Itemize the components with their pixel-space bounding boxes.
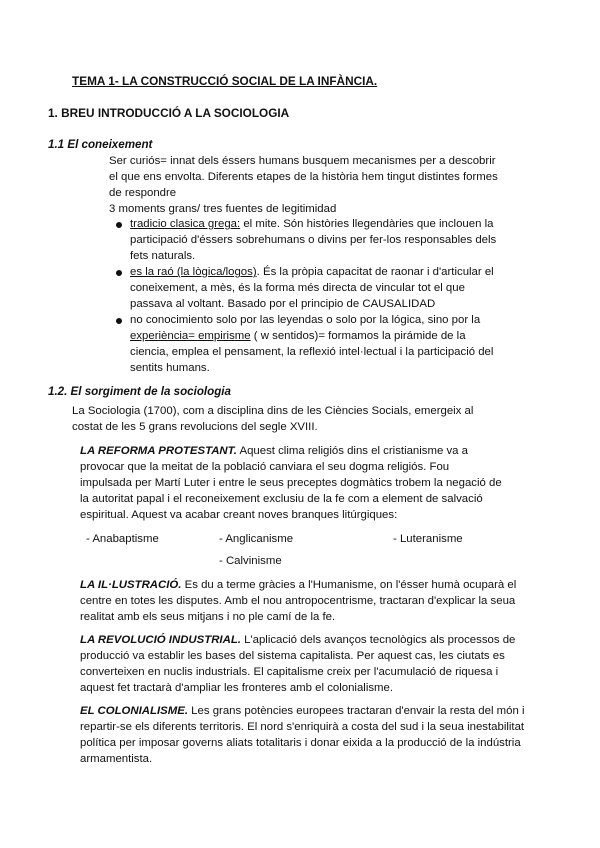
bullet-underlined-term: experiència= empirisme bbox=[130, 330, 251, 342]
industrial-line: producció va establir les bases del sistema capitalista. Per aquest cas, les ciutats es bbox=[80, 650, 505, 662]
colonialisme-line: armamentista. bbox=[80, 753, 153, 765]
branch-anglicanisme: - Anglicanisme bbox=[219, 533, 294, 545]
bullet-line: passava al voltant. Basado por el principio de CAUSALIDAD bbox=[130, 298, 436, 310]
colonialisme-lead: EL COLONIALISME. bbox=[80, 705, 189, 717]
branch-anabaptisme: - Anabaptisme bbox=[86, 533, 159, 545]
intro-line: La Sociologia (1700), com a disciplina dins de les Ciències Socials, emergeix al bbox=[72, 405, 474, 417]
bullet-line bbox=[130, 328, 466, 344]
colonialisme-line: política per imposar governs aliats totalitaris i donar eixida a la producció de la indústria bbox=[80, 737, 521, 749]
bullet-icon bbox=[116, 270, 122, 276]
industrial-lead: LA REVOLUCIÓ INDUSTRIAL. bbox=[80, 634, 241, 646]
bullet-line bbox=[130, 216, 493, 232]
bullet-icon bbox=[116, 222, 122, 228]
section-heading: 1. BREU INTRODUCCIÓ A LA SOCIOLOGIA bbox=[48, 106, 290, 120]
reforma-text: Aquest clima religiós dins el cristianisme va a bbox=[236, 445, 469, 457]
intro-line: 3 moments grans/ tres fuentes de legitimidad bbox=[109, 203, 337, 215]
bullet-underlined-term: es la raó (la lògica/logos) bbox=[130, 266, 257, 278]
reforma-line: espiritual. Aquest va acabar creant noves branques litúrgiques: bbox=[80, 509, 398, 521]
reforma-line bbox=[80, 443, 468, 459]
reforma-lead: LA REFORMA PROTESTANT. bbox=[80, 445, 237, 457]
subsection-heading-coneixement: 1.1 El coneixement bbox=[48, 138, 153, 151]
reforma-line: provocar que la meitat de la població canviara el seu dogma religiós. Fou bbox=[80, 461, 450, 473]
illustracio-lead: LA IL·LUSTRACIÓ. bbox=[80, 579, 182, 591]
bullet-icon bbox=[116, 318, 122, 324]
branch-luteranisme: - Luteranisme bbox=[393, 533, 463, 545]
bullet-underlined-term: tradicio clasica grega: bbox=[130, 218, 241, 230]
bullet-text: . És la pròpia capacitat de raonar i d'articular el bbox=[256, 266, 494, 278]
bullet-line: sentits humans. bbox=[130, 362, 210, 374]
branch-calvinisme: - Calvinisme bbox=[219, 555, 282, 567]
illustracio-text: Es du a terme gràcies a l'Humanisme, on l'ésser humà ocuparà el bbox=[181, 579, 517, 591]
intro-line: costat de les 5 grans revolucions del segle XVIII. bbox=[72, 421, 318, 433]
industrial-text: L'aplicació dels avanços tecnològics als processos de bbox=[240, 634, 516, 646]
bullet-line: ciencia, emplea el pensament, la reflexió intel·lectual i la participació del bbox=[130, 346, 494, 358]
intro-line: Ser curiós= innat dels éssers humans busquem mecanismes per a descobrir bbox=[109, 155, 496, 167]
colonialisme-line bbox=[80, 703, 525, 719]
illustracio-line bbox=[80, 577, 516, 593]
industrial-line bbox=[80, 632, 515, 648]
bullet-line: fets naturals. bbox=[130, 250, 196, 262]
industrial-line: converteixen en nuclis industrials. El capitalisme creix per l'acumulació de riquesa i bbox=[80, 666, 499, 678]
document-title: TEMA 1- LA CONSTRUCCIÓ SOCIAL DE LA INFÀNCIA. bbox=[72, 74, 378, 88]
bullet-line bbox=[130, 264, 494, 280]
bullet-line: no conocimiento solo por las leyendas o solo por la lógica, sino por la bbox=[130, 314, 481, 326]
illustracio-line: realitat amb els seus mitjans i no ple camí de la fe. bbox=[80, 611, 336, 623]
reforma-line: la autoritat papal i el reconeixement exclusiu de la fe com a element de salvació bbox=[80, 493, 483, 505]
industrial-line: aquest fet tractarà d'ampliar les fronteres amb el colonialisme. bbox=[80, 682, 394, 694]
colonialisme-line: repartir-se els diferents territoris. El nord s'enriquirà a costa del sud i la seua inestabilitat bbox=[80, 721, 525, 733]
colonialisme-text: Les grans potències europees tractaran d'envair la resta del món i bbox=[188, 705, 525, 717]
subsection-heading-sorgiment: 1.2. El sorgiment de la sociologia bbox=[48, 385, 231, 398]
reforma-line: impulsada per Martí Luter i entre le seus preceptes dogmàtics trobem la negació de bbox=[80, 477, 502, 489]
intro-line: de respondre bbox=[109, 187, 177, 199]
bullet-text: el mite. Són històries llegendàries que inclouen la bbox=[240, 218, 494, 230]
bullet-line: coneixement, a mès, és la forma més directa de vincular tot el que bbox=[130, 282, 465, 294]
intro-line: el que ens envolta. Diferents etapes de la història hem tingut distintes formes bbox=[109, 171, 498, 183]
bullet-text: ( w sentidos)= formamos la pirámide de la bbox=[250, 330, 466, 342]
illustracio-line: centre en totes les disputes. Amb el nou antropocentrisme, tractaran d'explicar la seua bbox=[80, 595, 516, 607]
bullet-line: participació d'éssers sobrehumans o divins per fer-los responsables dels bbox=[130, 234, 497, 246]
